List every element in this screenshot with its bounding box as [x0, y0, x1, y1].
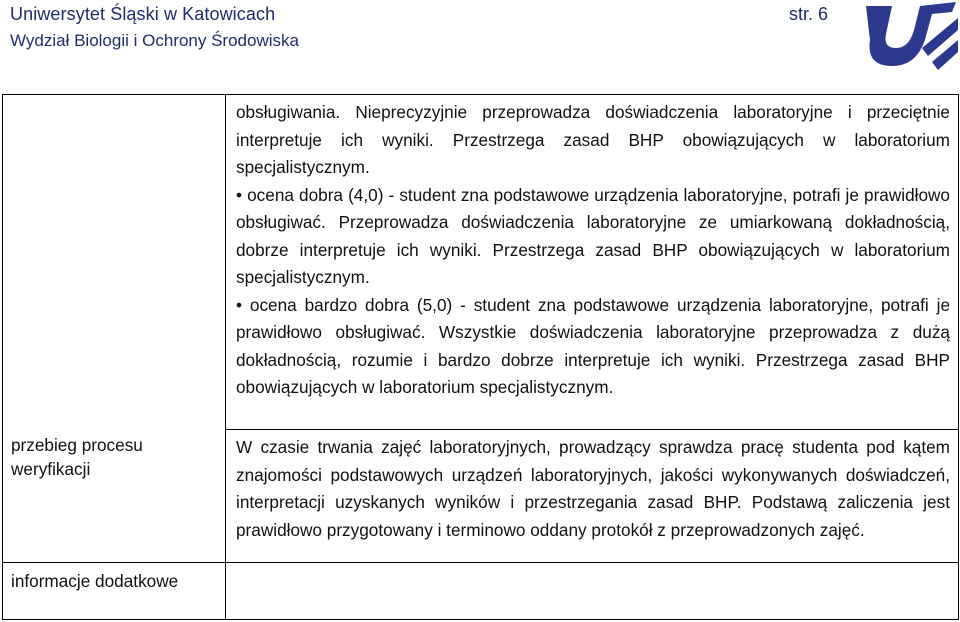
- university-name: Uniwersytet Śląski w Katowicach: [10, 4, 276, 24]
- grade-very-good-item: • ocena bardzo dobra (5,0) - student zna podstawowe urządzenia laboratoryjne, potrafi je prawidłowo obsługiwać. Wszystkie doświadczenia laboratoryjne przeprowadza z dużą dokładnością, rozumie i bardzo dobrze interpretuje ich wyniki. Przestrzega zasad BHP obowiązujących w laboratorium specjalistycznym.: [236, 294, 950, 397]
- faculty-name: Wydział Biologii i Ochrony Środowiska: [10, 31, 299, 50]
- verification-text-cell: [226, 430, 959, 563]
- paragraph: obsługiwania. Nieprecyzyjnie przeprowadza doświadczenia laboratoryjne i przeciętnie interpretuje ich wyniki. Przestrzega zasad BHP obowiązujących w laboratorium specjalistycznym.: [236, 102, 950, 177]
- table-row: [3, 95, 959, 430]
- verification-label: przebieg procesu weryfikacji: [11, 435, 143, 479]
- table-row: [3, 563, 959, 620]
- row-label-cell: [3, 95, 226, 563]
- row-label-cell: [3, 563, 226, 620]
- syllabus-table: [2, 94, 959, 620]
- additional-info-cell: [226, 563, 959, 620]
- grade-good-item: • ocena dobra (4,0) - student zna podstawowe urządzenia laboratoryjne, potrafi je prawidłowo obsługiwać. Przeprowadza doświadczenia laboratoryjne ze umiarkowaną dokładnością, dobrze interpretuje ich wyniki. Przestrzega zasad BHP obowiązujących w laboratorium specjalistycznym.: [236, 184, 950, 287]
- verification-text: W czasie trwania zajęć laboratoryjnych, prowadzący sprawdza pracę studenta pod kątem znajomości podstawowych urządzeń laboratoryjnych, jakości wykonywanych doświadczeń, interpretacji uzyskanych wyników i przestrzegania zasad BHP. Podstawą zaliczenia jest prawidłowo przygotowany i terminowo oddany protokół z przeprowadzonych zajęć.: [236, 437, 950, 540]
- page-number: str. 6: [789, 4, 829, 24]
- additional-info-label: informacje dodatkowe: [11, 571, 179, 591]
- grading-criteria-cell: [226, 95, 959, 430]
- university-logo-icon: [862, 0, 960, 80]
